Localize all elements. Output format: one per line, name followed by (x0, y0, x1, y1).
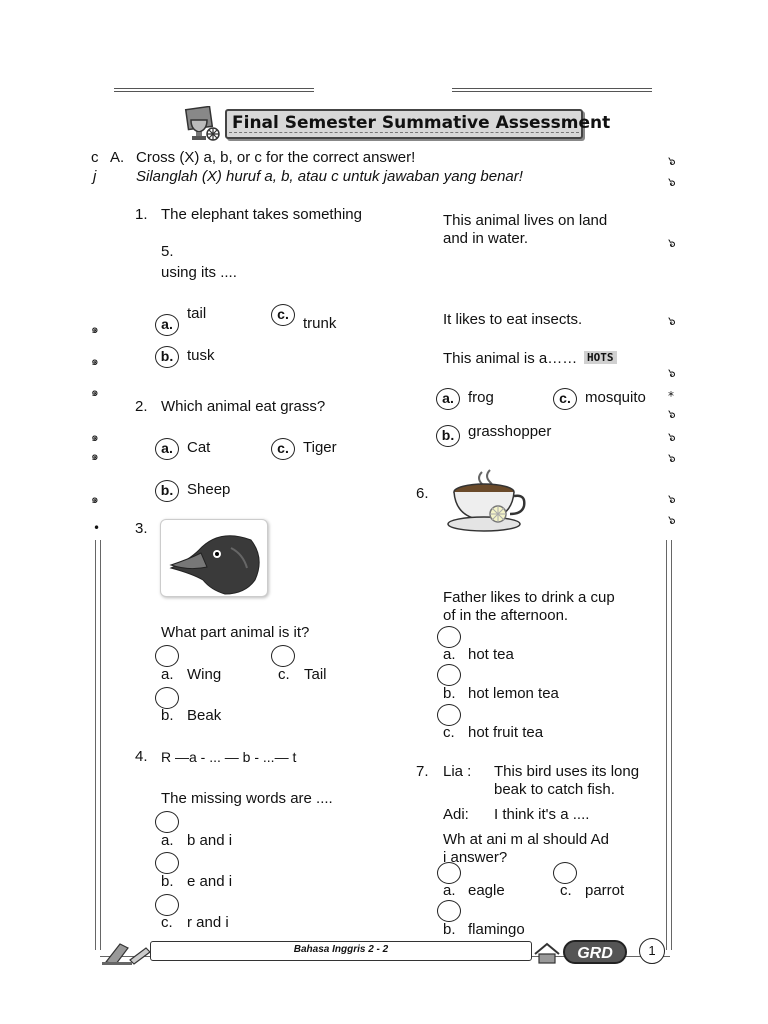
speaker-adi: Adi: (443, 806, 469, 823)
option-b[interactable]: hot lemon tea (468, 685, 559, 702)
stray-number: 5. (161, 243, 174, 260)
margin-glyph: ๖ (668, 236, 676, 250)
option-a-letter: a. (443, 882, 456, 899)
option-c[interactable]: trunk (303, 315, 337, 332)
option-a[interactable]: b and i (187, 832, 233, 849)
question-stem: It likes to eat insects. (443, 311, 583, 328)
option-a[interactable]: hot tea (468, 646, 514, 663)
question-stem: The elephant takes something (161, 206, 362, 223)
option-c[interactable]: hot fruit tea (468, 724, 544, 741)
question-stem: using its .... (161, 264, 237, 281)
margin-glyph: ๑ (91, 492, 99, 506)
margin-glyph: ๑ (91, 430, 99, 444)
question-stem: Father likes to drink a cup (443, 589, 615, 606)
margin-glyph: ๑ (91, 449, 99, 463)
margin-glyph: ๖ (668, 513, 676, 527)
trophy-icon (183, 106, 223, 144)
section-letter: A. (110, 149, 125, 166)
option-c-circle[interactable]: c. (553, 388, 577, 410)
margin-glyph: ๖ (668, 154, 676, 168)
question-stem: and in water. (443, 230, 529, 247)
option-c[interactable]: mosquito (585, 389, 646, 406)
option-c-letter: c. (560, 882, 572, 899)
option-c-circle[interactable]: c. (271, 304, 295, 326)
margin-glyph: ๖ (668, 175, 676, 189)
header-rule-left (114, 88, 314, 92)
instruction-english: Cross (X) a, b, or c for the correct answer! (136, 149, 416, 166)
margin-glyph: ๑ (91, 385, 99, 399)
option-c-circle[interactable] (155, 894, 179, 916)
pencil-icon (102, 938, 154, 966)
option-a-circle[interactable] (437, 862, 461, 884)
question-stem: What part animal is it? (161, 624, 310, 641)
option-b-circle[interactable] (437, 900, 461, 922)
footer-subject: Bahasa Inggris 2 - 2 (293, 944, 389, 955)
house-icon (533, 942, 561, 964)
option-c[interactable]: Tail (304, 666, 327, 683)
question-number: 6. (416, 485, 429, 502)
option-a-letter: a. (161, 666, 174, 683)
option-a[interactable]: Cat (187, 439, 211, 456)
option-b-letter: b. (443, 921, 456, 938)
word-pattern: R —a - ... — b - ...— t (161, 749, 297, 765)
question-number: 3. (135, 520, 148, 537)
option-b[interactable]: Sheep (187, 481, 231, 498)
margin-glyph: ๖ (668, 407, 676, 421)
option-b-circle[interactable] (437, 664, 461, 686)
option-b-circle[interactable]: b. (155, 480, 179, 502)
dialog-line: This bird uses its long (494, 763, 640, 780)
question-stem: The missing words are .... (161, 790, 333, 807)
option-b-circle[interactable]: b. (436, 425, 460, 447)
dialog-line: beak to catch fish. (494, 781, 615, 798)
option-a-letter: a. (443, 646, 456, 663)
margin-glyph: ๖ (668, 314, 676, 328)
option-c-circle[interactable] (437, 704, 461, 726)
question-number: 4. (135, 748, 148, 765)
dialog-line: I think it's a .... (494, 806, 590, 823)
option-b[interactable]: tusk (187, 347, 215, 364)
option-a-letter: a. (161, 832, 174, 849)
page-title: Final Semester Summative Assessment (232, 113, 611, 133)
option-a-circle[interactable]: a. (155, 314, 179, 336)
option-a-circle[interactable]: a. (436, 388, 460, 410)
speaker-lia: Lia : (443, 763, 472, 780)
teacup-image (446, 468, 526, 534)
page-number: 1 (639, 938, 665, 964)
brand-badge: GRD (563, 940, 627, 964)
question-stem: This animal lives on land (443, 212, 608, 229)
option-c[interactable]: r and i (187, 914, 229, 931)
question-number: 1. (135, 206, 148, 223)
page-frame-left (95, 540, 101, 950)
margin-glyph: ๖ (668, 492, 676, 506)
option-c[interactable]: Tiger (303, 439, 337, 456)
margin-glyph: * (668, 389, 674, 403)
question-stem: This animal is a…… (443, 350, 578, 367)
option-a-circle[interactable]: a. (155, 438, 179, 460)
question-number: 7. (416, 763, 429, 780)
margin-glyph: ๖ (668, 366, 676, 380)
option-b[interactable]: grasshopper (468, 423, 552, 440)
option-b[interactable]: e and i (187, 873, 233, 890)
option-c-letter: c. (278, 666, 290, 683)
option-b-letter: b. (161, 873, 174, 890)
option-b-circle[interactable]: b. (155, 346, 179, 368)
margin-glyph: ๖ (668, 430, 676, 444)
option-c-letter: c. (161, 914, 173, 931)
option-c[interactable]: parrot (585, 882, 625, 899)
question-stem: Which animal eat grass? (161, 398, 326, 415)
stray-letter: j (93, 168, 97, 185)
option-b-circle[interactable] (155, 687, 179, 709)
margin-glyph: • (93, 521, 101, 535)
bird-head-image (160, 519, 268, 597)
header-rule-right (452, 88, 652, 92)
option-a[interactable]: frog (468, 389, 494, 406)
option-a-circle[interactable] (155, 811, 179, 833)
option-c-circle[interactable] (271, 645, 295, 667)
margin-glyph: ๑ (91, 322, 99, 336)
option-b[interactable]: Beak (187, 707, 222, 724)
margin-glyph: ๖ (668, 451, 676, 465)
option-b-letter: b. (161, 707, 174, 724)
margin-glyph: ๑ (91, 354, 99, 368)
question-number: 2. (135, 398, 148, 415)
instruction-indonesian: Silanglah (X) huruf a, b, atau c untuk jawaban yang benar! (136, 168, 523, 185)
option-a-circle[interactable] (437, 626, 461, 648)
question-stem: i answer? (443, 849, 508, 866)
option-c-circle[interactable] (553, 862, 577, 884)
option-b[interactable]: flamingo (468, 921, 525, 938)
option-c-circle[interactable]: c. (271, 438, 295, 460)
question-stem: Wh at ani m al should Ad (443, 831, 609, 848)
option-a[interactable]: tail (187, 305, 207, 322)
hots-badge: HOTS (584, 351, 617, 364)
stray-letter: c (91, 149, 99, 166)
question-stem: of in the afternoon. (443, 607, 569, 624)
option-a-circle[interactable] (155, 645, 179, 667)
option-a[interactable]: Wing (187, 666, 222, 683)
option-a[interactable]: eagle (468, 882, 505, 899)
option-b-circle[interactable] (155, 852, 179, 874)
option-c-letter: c. (443, 724, 455, 741)
page-frame-right (666, 540, 672, 950)
option-b-letter: b. (443, 685, 456, 702)
